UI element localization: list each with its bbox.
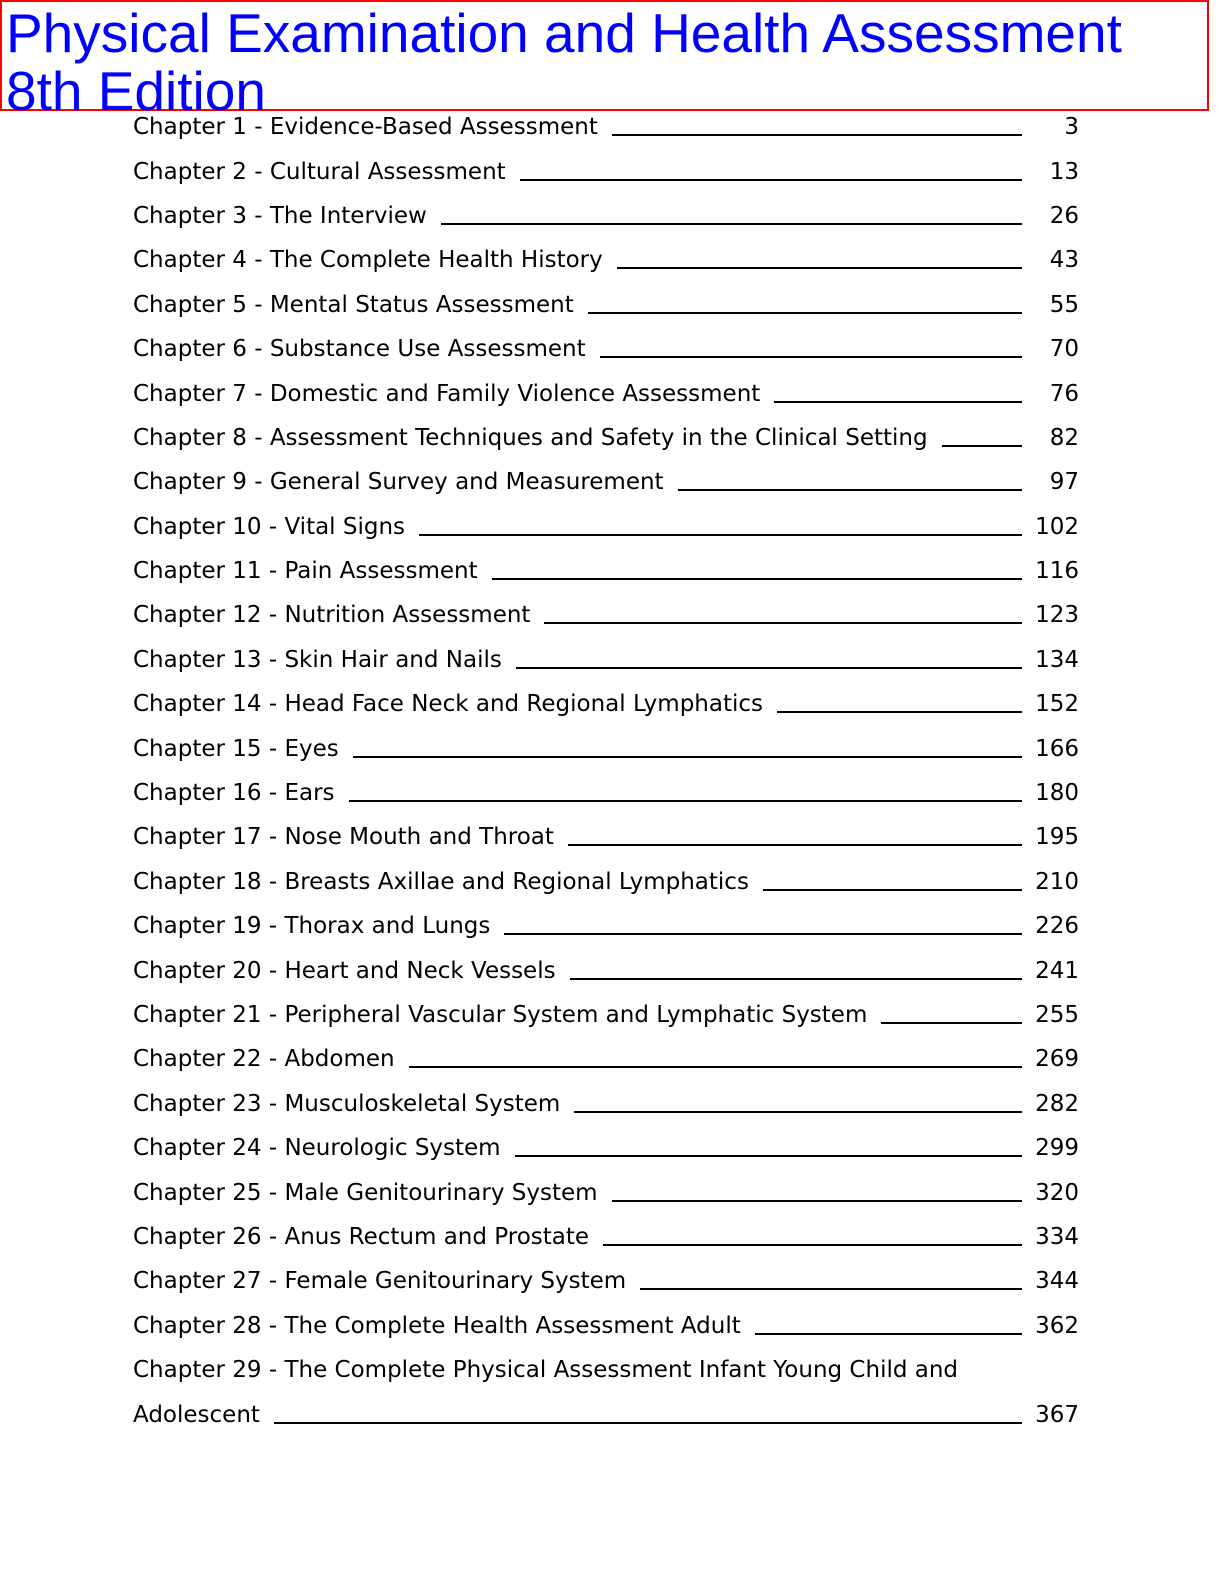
toc-page-number: 116 bbox=[1035, 558, 1079, 585]
toc-page-number: 3 bbox=[1064, 114, 1079, 141]
toc-leader-line bbox=[763, 889, 1022, 891]
toc-entry-title: Chapter 26 - Anus Rectum and Prostate bbox=[133, 1223, 590, 1250]
toc-entry[interactable] bbox=[133, 726, 1083, 770]
toc-entry[interactable] bbox=[133, 993, 1083, 1037]
toc-entry-title: Chapter 22 - Abdomen bbox=[133, 1046, 395, 1073]
toc-entry-title: Chapter 21 - Peripheral Vascular System and Lymphatic System bbox=[133, 1002, 868, 1028]
toc-entry-title: Chapter 10 - Vital Signs bbox=[133, 513, 406, 540]
toc-leader-line bbox=[504, 933, 1022, 935]
toc-entry-title: Chapter 27 - Female Genitourinary System bbox=[133, 1268, 627, 1295]
toc-page-number: 241 bbox=[1035, 957, 1079, 984]
toc-page-number: 210 bbox=[1035, 868, 1079, 895]
toc-page-number: 102 bbox=[1035, 513, 1079, 540]
toc-entry[interactable] bbox=[133, 283, 1083, 327]
toc-leader-line bbox=[774, 401, 1022, 403]
toc-entry[interactable] bbox=[133, 460, 1083, 504]
toc-entry[interactable] bbox=[133, 1037, 1083, 1081]
toc-page-number: 152 bbox=[1035, 691, 1079, 718]
toc-page-number: 282 bbox=[1035, 1090, 1079, 1117]
toc-page-number: 43 bbox=[1049, 247, 1079, 274]
toc-entry[interactable] bbox=[133, 1082, 1083, 1126]
toc-entry[interactable] bbox=[133, 105, 1083, 149]
toc-entry[interactable] bbox=[133, 549, 1083, 593]
toc-leader-line bbox=[640, 1288, 1022, 1290]
toc-page-number: 134 bbox=[1035, 646, 1079, 673]
toc-leader-line bbox=[274, 1422, 1022, 1424]
toc-entry[interactable] bbox=[133, 682, 1083, 726]
toc-entry[interactable] bbox=[133, 1126, 1083, 1170]
toc-leader-line bbox=[678, 489, 1022, 491]
toc-page-number: 255 bbox=[1035, 1002, 1079, 1028]
toc-page-number: 97 bbox=[1049, 469, 1079, 496]
toc-entry[interactable] bbox=[133, 149, 1083, 193]
toc-entry[interactable] bbox=[133, 860, 1083, 904]
toc-entry[interactable] bbox=[133, 815, 1083, 859]
toc-entry[interactable] bbox=[133, 505, 1083, 549]
toc-page-number: 344 bbox=[1035, 1268, 1079, 1295]
toc-page-number: 166 bbox=[1035, 735, 1079, 762]
toc-page-number: 299 bbox=[1035, 1135, 1079, 1162]
toc-page-number: 334 bbox=[1035, 1223, 1079, 1250]
toc-entry[interactable] bbox=[133, 638, 1083, 682]
title-box bbox=[0, 0, 1209, 122]
toc-page-number: 195 bbox=[1035, 824, 1079, 851]
toc-entry[interactable] bbox=[133, 1392, 1083, 1436]
toc-entry-title: Chapter 28 - The Complete Health Assessment Adult bbox=[133, 1312, 741, 1339]
toc-page-number: 70 bbox=[1049, 336, 1079, 363]
toc-entry-title: Chapter 29 - The Complete Physical Assessment Infant Young Child and bbox=[133, 1357, 959, 1384]
toc-page-number: 320 bbox=[1035, 1179, 1079, 1206]
toc-entry-title: Chapter 7 - Domestic and Family Violence Assessment bbox=[133, 380, 761, 407]
document-title bbox=[6, 4, 1122, 120]
toc-leader-line bbox=[419, 534, 1022, 536]
toc-leader-line bbox=[409, 1066, 1022, 1068]
toc-entry-title: Chapter 8 - Assessment Techniques and Safety in the Clinical Setting bbox=[133, 424, 928, 451]
toc-leader-line bbox=[612, 134, 1022, 136]
toc-page-number: 226 bbox=[1035, 913, 1079, 940]
toc-page-number: 76 bbox=[1049, 380, 1079, 407]
toc-entry[interactable] bbox=[133, 327, 1083, 371]
table-of-contents bbox=[133, 105, 1083, 1437]
toc-leader-line bbox=[600, 356, 1022, 358]
toc-page-number: 269 bbox=[1035, 1046, 1079, 1073]
toc-leader-line bbox=[588, 312, 1022, 314]
toc-leader-line bbox=[349, 800, 1022, 802]
toc-entry-title: Chapter 23 - Musculoskeletal System bbox=[133, 1090, 561, 1117]
toc-leader-line bbox=[755, 1333, 1022, 1335]
toc-leader-line bbox=[568, 844, 1022, 846]
toc-page-number: 367 bbox=[1035, 1401, 1079, 1428]
toc-entry-title: Chapter 5 - Mental Status Assessment bbox=[133, 291, 574, 318]
toc-leader-line bbox=[612, 1200, 1022, 1202]
toc-entry[interactable] bbox=[133, 771, 1083, 815]
toc-entry-title: Chapter 17 - Nose Mouth and Throat bbox=[133, 824, 554, 851]
toc-leader-line bbox=[617, 267, 1022, 269]
toc-leader-line bbox=[881, 1022, 1022, 1024]
toc-entry[interactable] bbox=[133, 948, 1083, 992]
toc-entry-title: Chapter 4 - The Complete Health History bbox=[133, 247, 603, 274]
toc-page-number: 13 bbox=[1049, 158, 1079, 185]
toc-entry-title: Chapter 1 - Evidence-Based Assessment bbox=[133, 114, 598, 141]
toc-entry-title: Chapter 9 - General Survey and Measurement bbox=[133, 469, 664, 496]
toc-entry-title: Chapter 11 - Pain Assessment bbox=[133, 558, 478, 585]
toc-page-number: 123 bbox=[1035, 602, 1079, 629]
toc-leader-line bbox=[520, 179, 1022, 181]
toc-leader-line bbox=[492, 578, 1022, 580]
toc-entry[interactable] bbox=[133, 194, 1083, 238]
toc-entry-title: Chapter 24 - Neurologic System bbox=[133, 1135, 501, 1162]
toc-leader-line bbox=[942, 445, 1022, 447]
toc-entry-title: Chapter 20 - Heart and Neck Vessels bbox=[133, 957, 556, 984]
title-line-2: 8th Edition bbox=[6, 60, 266, 122]
toc-leader-line bbox=[544, 622, 1022, 624]
toc-entry[interactable] bbox=[133, 1170, 1083, 1214]
toc-page-number: 55 bbox=[1049, 291, 1079, 318]
toc-entry-title: Chapter 25 - Male Genitourinary System bbox=[133, 1179, 598, 1206]
toc-leader-line bbox=[353, 756, 1022, 758]
toc-page-number: 362 bbox=[1035, 1312, 1079, 1339]
toc-entry-title: Chapter 18 - Breasts Axillae and Regional Lymphatics bbox=[133, 868, 749, 895]
toc-entry-title: Chapter 6 - Substance Use Assessment bbox=[133, 336, 586, 363]
toc-leader-line bbox=[574, 1111, 1022, 1113]
toc-leader-line bbox=[570, 978, 1022, 980]
toc-entry-title: Chapter 3 - The Interview bbox=[133, 202, 427, 229]
toc-entry-title: Chapter 16 - Ears bbox=[133, 780, 335, 807]
toc-entry[interactable] bbox=[133, 904, 1083, 948]
toc-leader-line bbox=[603, 1244, 1022, 1246]
toc-entry[interactable] bbox=[133, 1304, 1083, 1348]
toc-entry-title: Chapter 15 - Eyes bbox=[133, 735, 339, 762]
toc-entry-title: Chapter 2 - Cultural Assessment bbox=[133, 158, 506, 185]
title-line-1: Physical Examination and Health Assessment bbox=[6, 2, 1122, 64]
toc-entry-title: Adolescent bbox=[133, 1401, 260, 1428]
toc-entry-title: Chapter 13 - Skin Hair and Nails bbox=[133, 646, 502, 673]
toc-entry-title: Chapter 12 - Nutrition Assessment bbox=[133, 602, 531, 629]
toc-entry[interactable] bbox=[133, 1348, 1083, 1392]
toc-leader-line bbox=[516, 667, 1022, 669]
toc-entry[interactable] bbox=[133, 371, 1083, 415]
toc-entry[interactable] bbox=[133, 1215, 1083, 1259]
toc-page-number: 26 bbox=[1049, 202, 1079, 229]
toc-entry-title: Chapter 14 - Head Face Neck and Regional Lymphatics bbox=[133, 691, 763, 718]
toc-entry[interactable] bbox=[133, 416, 1083, 460]
toc-page-number: 180 bbox=[1035, 780, 1079, 807]
toc-page-number: 82 bbox=[1049, 424, 1079, 451]
toc-leader-line bbox=[515, 1155, 1022, 1157]
toc-leader-line bbox=[441, 223, 1022, 225]
toc-leader-line bbox=[777, 711, 1022, 713]
toc-entry[interactable] bbox=[133, 1259, 1083, 1303]
toc-entry[interactable] bbox=[133, 238, 1083, 282]
toc-entry-title: Chapter 19 - Thorax and Lungs bbox=[133, 913, 491, 940]
toc-entry[interactable] bbox=[133, 593, 1083, 637]
